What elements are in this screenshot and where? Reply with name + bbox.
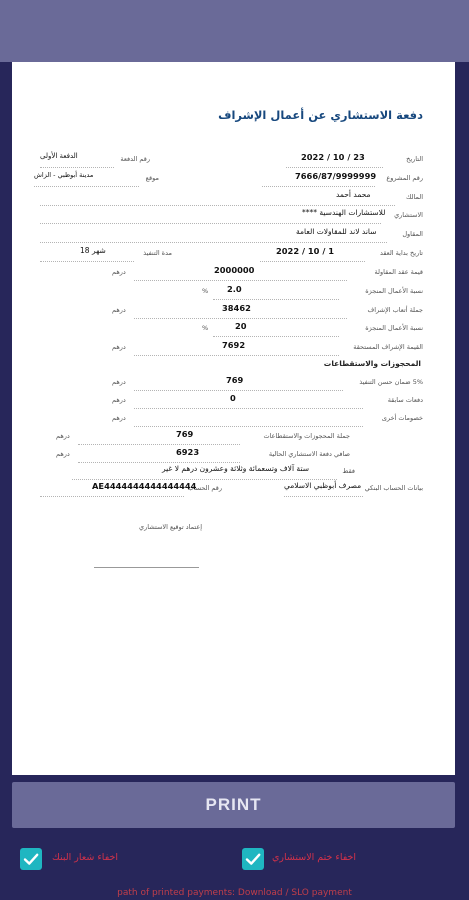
work-percentage-value: 2.0 [227, 284, 242, 294]
duration-value: 18 شهر [80, 246, 106, 255]
contractor-field [40, 229, 423, 243]
hide-bank-logo-checkbox[interactable] [20, 848, 42, 870]
currency-label: درهم [56, 450, 70, 458]
iban-field [40, 483, 222, 497]
supervision-fees-label: جملة أتعاب الإشراف [367, 306, 423, 314]
retention-field [112, 377, 423, 391]
project-number-value: 7666/87/9999999 [295, 171, 377, 181]
signature-label: إعتماد توقيع الاستشاري [139, 523, 203, 531]
amount-in-words-label: فقط [342, 467, 355, 475]
percent-unit: % [202, 324, 209, 332]
contractor-value: ساند لاند للمقاولات العامة [296, 227, 377, 236]
work-percentage-field [197, 286, 423, 300]
document-page [12, 62, 455, 775]
footer-note: path of printed payments: Download / SLO payment [117, 888, 352, 898]
fees-percentage-label: نسبة الأعمال المنجزة [365, 324, 423, 332]
retention-value: 769 [226, 375, 244, 385]
fees-percentage-field [197, 323, 423, 337]
start-date-value: 2022 / 10 / 1 [276, 246, 335, 256]
duration-label: مدة التنفيذ [143, 249, 172, 257]
supervision-fees-field [112, 305, 423, 319]
checkmark-icon [242, 848, 264, 870]
location-value: مدينة أبوظبي - الزاش [34, 171, 94, 179]
bank-value: مصرف أبوظبي الاسلامي [284, 481, 362, 490]
payment-number-label: رقم الدفعة [120, 155, 150, 163]
other-deductions-field [112, 413, 423, 427]
project-number-field [262, 173, 423, 187]
payment-number-value: الدفعة الأولى [40, 152, 78, 160]
previous-payments-field [112, 395, 423, 409]
net-payment-label: صافي دفعة الاستشاري الحالية [268, 450, 350, 458]
duration-field [40, 248, 172, 262]
currency-label: درهم [112, 378, 126, 386]
deductions-header: المحجوزات والاستقطاعات [323, 359, 421, 368]
currency-label: درهم [112, 343, 126, 351]
work-percentage-label: نسبة الأعمال المنجزة [365, 287, 423, 295]
owner-field [40, 192, 423, 206]
amount-in-words-field [72, 466, 355, 480]
percent-unit: % [202, 287, 209, 295]
document-title: دفعة الاستشاري عن أعمال الإشراف [218, 108, 423, 122]
currency-label: درهم [112, 414, 126, 422]
iban-label: رقم الحساب [187, 484, 222, 492]
iban-value: AE4444444444444444 [92, 481, 197, 491]
consultant-label: الاستشاري [394, 211, 423, 219]
amount-in-words-value: ستة آلاف وتسعمائة وثلاثة وعشرون درهم لا غير [162, 464, 309, 473]
date-label: التاريخ [406, 155, 423, 163]
start-date-field [252, 248, 423, 262]
other-deductions-label: خصومات أخرى [381, 414, 423, 422]
hide-consultant-stamp-label[interactable]: اخفاء ختم الاستشاري [272, 852, 357, 863]
hide-bank-logo-label[interactable]: اخفاء شعار البنك [52, 852, 119, 863]
previous-payments-label: دفعات سابقة [387, 396, 423, 404]
currency-label: درهم [112, 396, 126, 404]
date-field [262, 154, 423, 168]
signature-line [94, 567, 199, 568]
total-deductions-field [56, 431, 350, 445]
hide-consultant-stamp-checkbox[interactable] [242, 848, 264, 870]
project-number-label: رقم المشروع [386, 174, 423, 182]
due-amount-field [112, 342, 423, 356]
owner-label: المالك [406, 193, 423, 201]
due-amount-label: القيمة الإشراف المستحقة [353, 343, 423, 351]
retention-label: 5% ضمان حسن التنفيذ [359, 378, 423, 386]
currency-label: درهم [56, 432, 70, 440]
checkmark-icon [20, 848, 42, 870]
location-field [34, 173, 159, 187]
top-app-bar [0, 0, 469, 62]
currency-label: درهم [112, 268, 126, 276]
fees-percentage-value: 20 [235, 321, 247, 331]
net-payment-field [56, 449, 350, 463]
owner-value: محمد أحمد [336, 190, 371, 199]
currency-label: درهم [112, 306, 126, 314]
location-label: موقع [145, 174, 159, 182]
print-button[interactable]: PRINT [12, 782, 455, 828]
bank-label: بيانات الحساب البنكي [364, 484, 423, 492]
start-date-label: تاريخ بداية العقد [379, 249, 423, 257]
contract-value-label: قيمة عقد المقاولة [374, 268, 423, 276]
contract-value-value: 2000000 [214, 265, 255, 275]
net-payment-value: 6923 [176, 447, 200, 457]
contract-value-field [112, 267, 423, 281]
date-value: 2022 / 10 / 23 [301, 152, 365, 162]
total-deductions-label: جملة المحجوزات والاستقطاعات [263, 432, 350, 440]
total-deductions-value: 769 [176, 429, 194, 439]
supervision-fees-value: 38462 [222, 303, 251, 313]
due-amount-value: 7692 [222, 340, 246, 350]
bank-field [226, 483, 423, 497]
consultant-field [40, 210, 423, 224]
contractor-label: المقاول [402, 230, 423, 238]
consultant-value: **** للاستشارات الهندسية [302, 208, 386, 217]
payment-number-field [40, 154, 150, 168]
previous-payments-value: 0 [230, 393, 236, 403]
